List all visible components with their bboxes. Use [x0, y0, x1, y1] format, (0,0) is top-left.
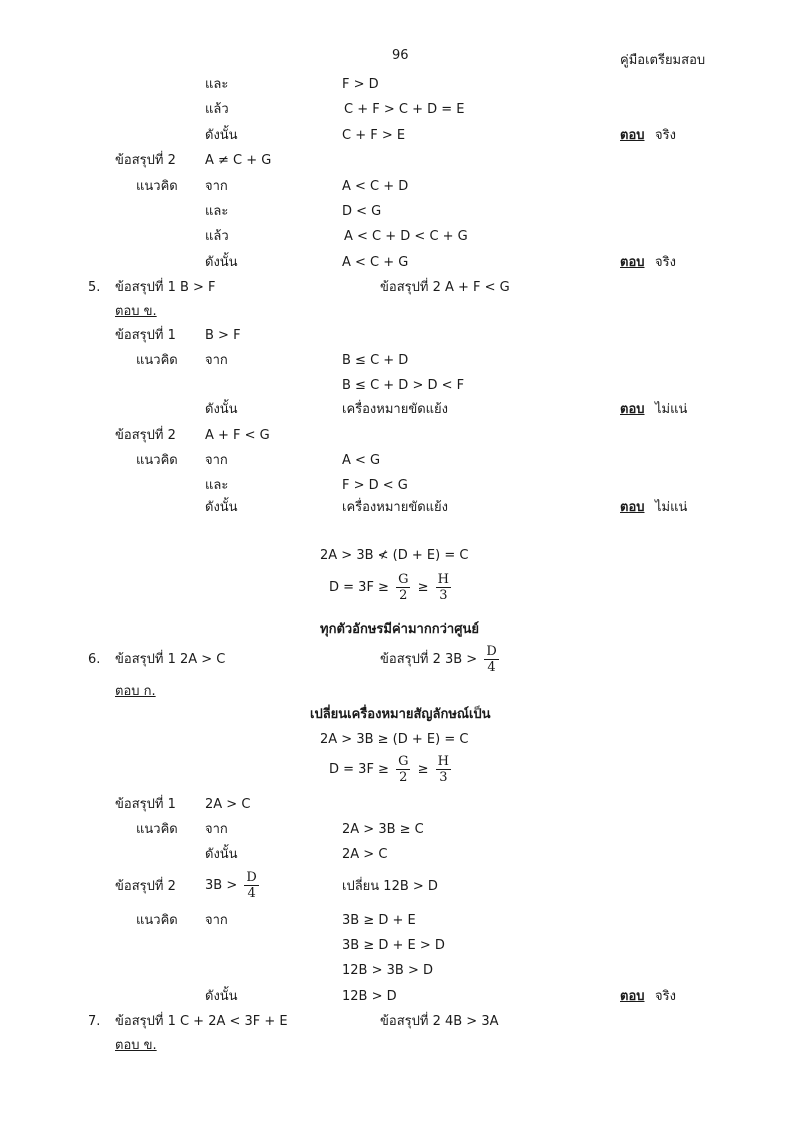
- step-expr: 2A > C: [342, 847, 388, 862]
- question-number: 5.: [88, 280, 101, 295]
- answer-label: ตอบ: [620, 989, 645, 1004]
- step-label: จาก: [205, 822, 228, 837]
- conclusion-expr: 2A > C: [205, 797, 251, 812]
- fraction-denominator: 4: [487, 660, 496, 675]
- step-expr: A < C + G: [342, 255, 409, 270]
- answer-label: ตอบ: [620, 128, 645, 143]
- conclusion-expr-text: 3B >: [205, 878, 238, 893]
- page-number: 96: [392, 48, 409, 63]
- conclusion-label: ข้อสรุปที่ 1: [115, 328, 176, 343]
- answer-label: ตอบ: [620, 402, 645, 417]
- fraction-denominator: 3: [439, 588, 448, 603]
- answer-line: ตอบ ข.: [115, 304, 157, 319]
- fraction-numerator: H: [437, 572, 450, 587]
- conclusion-label: ข้อสรุปที่ 2: [115, 879, 176, 894]
- fraction-numerator: G: [398, 754, 409, 769]
- conclusion-label: ข้อสรุปที่ 2: [115, 428, 176, 443]
- conclusion-2-heading: ข้อสรุปที่ 2 A + F < G: [380, 280, 510, 295]
- answer-value: จริง: [655, 128, 676, 143]
- step-expr: A < C + D < C + G: [344, 229, 468, 244]
- answer-value: จริง: [655, 255, 676, 270]
- concept-label: แนวคิด: [136, 822, 178, 837]
- step-expr: F > D < G: [342, 478, 408, 493]
- question-number: 6.: [88, 652, 101, 667]
- positive-note: ทุกตัวอักษรมีค่ามากกว่าศูนย์: [320, 622, 479, 637]
- step-label: ดังนั้น: [205, 500, 238, 515]
- step-label: แล้ว: [205, 229, 229, 244]
- step-label: ดังนั้น: [205, 128, 238, 143]
- fraction-numerator: D: [486, 644, 497, 659]
- fraction-d-over-4: [484, 644, 498, 675]
- step-expr: 2A > 3B ≥ C: [342, 822, 424, 837]
- step-expr: C + F > C + D = E: [344, 102, 465, 117]
- fraction-numerator: D: [246, 870, 257, 885]
- step-label: จาก: [205, 179, 228, 194]
- step-label: และ: [205, 478, 229, 493]
- step-label: แล้ว: [205, 102, 229, 117]
- header-title: คู่มือเตรียมสอบ: [620, 53, 706, 68]
- step-label: ดังนั้น: [205, 989, 238, 1004]
- concept-label: แนวคิด: [136, 179, 178, 194]
- step-label: ดังนั้น: [205, 847, 238, 862]
- conclusion-label: ข้อสรุปที่ 2: [115, 153, 176, 168]
- change-symbols-title: เปลี่ยนเครื่องหมายสัญลักษณ์เป็น: [310, 707, 491, 722]
- changed-line-1: 2A > 3B ≥ (D + E) = C: [320, 732, 469, 747]
- step-expr: 3B ≥ D + E: [342, 913, 416, 928]
- changed-line-2: [329, 752, 454, 788]
- answer-line: ตอบ ก.: [115, 684, 156, 699]
- step-expr: B ≤ C + D: [342, 353, 409, 368]
- fraction-denominator: 2: [399, 770, 408, 785]
- fraction-g-over-2: [396, 754, 410, 785]
- conclusion-expr: A + F < G: [205, 428, 270, 443]
- step-expr: B ≤ C + D > D < F: [342, 378, 465, 393]
- answer-line: ตอบ ข.: [115, 1038, 157, 1053]
- step-expr: A < C + D: [342, 179, 409, 194]
- geq-symbol: ≥: [417, 580, 429, 595]
- fraction-g-over-2: [396, 572, 410, 603]
- answer-value: ไม่แน่: [655, 402, 688, 417]
- step-label: จาก: [205, 453, 228, 468]
- step-expr: เครื่องหมายขัดแย้ง: [342, 402, 449, 417]
- conclusion-2-heading: [380, 642, 502, 678]
- conclusion-1-heading: ข้อสรุปที่ 1 C + 2A < 3F + E: [115, 1014, 288, 1029]
- fraction-h-over-3: [436, 572, 451, 603]
- fraction-denominator: 4: [247, 886, 256, 901]
- step-expr: 3B ≥ D + E > D: [342, 938, 445, 953]
- premise-line-2: [329, 570, 454, 606]
- step-label: และ: [205, 204, 229, 219]
- fraction-numerator: G: [398, 572, 409, 587]
- concept-label: แนวคิด: [136, 453, 178, 468]
- step-label: ดังนั้น: [205, 255, 238, 270]
- conclusion-expr: [205, 868, 262, 904]
- step-label: จาก: [205, 913, 228, 928]
- fraction-h-over-3: [436, 754, 451, 785]
- step-expr: 12B > D: [342, 989, 397, 1004]
- answer-label: ตอบ: [620, 255, 645, 270]
- step-expr: D < G: [342, 204, 382, 219]
- step-expr: C + F > E: [342, 128, 406, 143]
- step-expr: F > D: [342, 77, 379, 92]
- step-label: และ: [205, 77, 229, 92]
- premise-left: D = 3F ≥: [329, 762, 389, 777]
- answer-value: ไม่แน่: [655, 500, 688, 515]
- conclusion-2-text: ข้อสรุปที่ 2 3B >: [380, 652, 478, 667]
- conclusion-1-heading: ข้อสรุปที่ 1 2A > C: [115, 652, 226, 667]
- step-label: ดังนั้น: [205, 402, 238, 417]
- step-expr: เครื่องหมายขัดแย้ง: [342, 500, 449, 515]
- fraction-d-over-4: [244, 870, 258, 901]
- conclusion-2-heading: ข้อสรุปที่ 2 4B > 3A: [380, 1014, 499, 1029]
- step-expr: A < G: [342, 453, 381, 468]
- geq-symbol: ≥: [417, 762, 429, 777]
- fraction-denominator: 2: [399, 588, 408, 603]
- concept-label: แนวคิด: [136, 913, 178, 928]
- fraction-denominator: 3: [439, 770, 448, 785]
- step-label: จาก: [205, 353, 228, 368]
- conclusion-expr: A ≠ C + G: [205, 153, 272, 168]
- premise-line-1: 2A > 3B ≮ (D + E) = C: [320, 548, 469, 563]
- change-note: เปลี่ยน 12B > D: [342, 879, 438, 894]
- conclusion-1-heading: ข้อสรุปที่ 1 B > F: [115, 280, 216, 295]
- premise-left: D = 3F ≥: [329, 580, 389, 595]
- conclusion-expr: B > F: [205, 328, 241, 343]
- conclusion-label: ข้อสรุปที่ 1: [115, 797, 176, 812]
- answer-label: ตอบ: [620, 500, 645, 515]
- answer-value: จริง: [655, 989, 676, 1004]
- concept-label: แนวคิด: [136, 353, 178, 368]
- fraction-numerator: H: [437, 754, 450, 769]
- step-expr: 12B > 3B > D: [342, 963, 433, 978]
- question-number: 7.: [88, 1014, 101, 1029]
